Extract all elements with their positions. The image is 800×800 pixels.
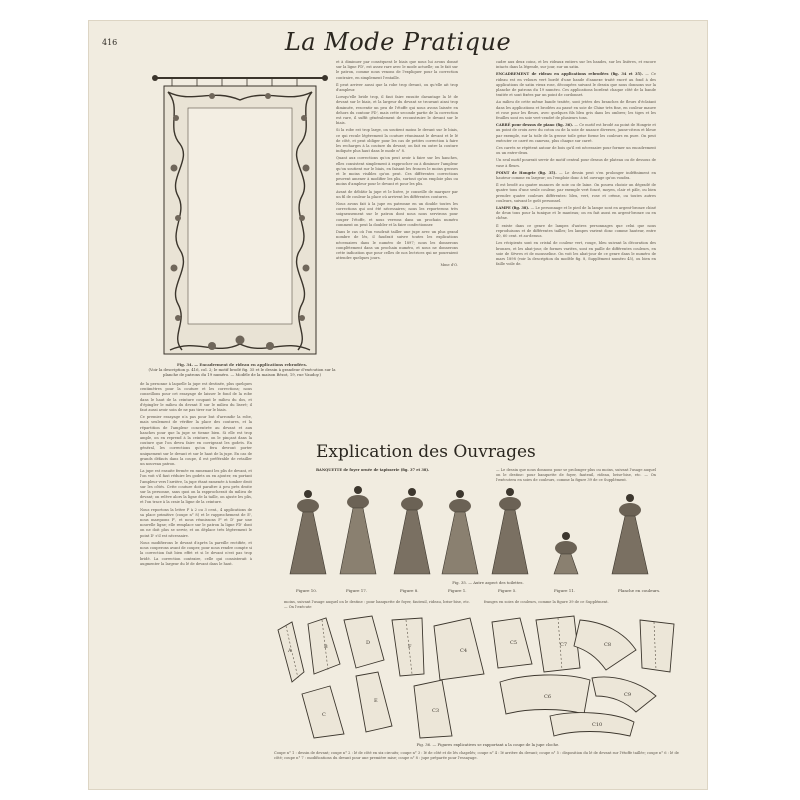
pattern-label: D (366, 640, 371, 646)
fig36-caption: Fig. 36. — Figures explicatives se rapportant a la coupe de la jupe cloche. (416, 742, 560, 747)
paragraph: Au milieu de cette même bande traitée, sont jetées des branches de fleurs d'éclatant dans les applications et brodées au passé en soie de Chine très fine, en couleur mauve et rose pour les fleurs, avec quelques fils bleu gris dans les ombres; les tiges et les feuilles sont en soie vert-cendré de plusieurs tons. (496, 100, 656, 121)
banquette-end: franges en soies de couleurs, comme la figure 39 de ce Supplément. (484, 600, 609, 604)
fashion-figure (394, 488, 430, 574)
fig34-caption-title: Fig. 34. — Encadrement de rideau en applications rebrodées. (176, 362, 308, 367)
fig34-caption (144, 362, 340, 377)
signature: Mme d'O. (440, 263, 458, 268)
paragraph: de la personne à laquelle la jupe est destinée, plus quelques centimètres pour la couture et les corrections; nous conseillons pour cet essayage de laisser le fond de la robe dans le haut de la ceinture coupant le milieu du dos, et d'épingler le milieu du devant E sur le milieu du liseré; il faut aussi avoir soin de ne pas tirer sur le biais. (140, 382, 252, 413)
fig36-pattern-diagrams (274, 616, 680, 740)
paragraph (496, 72, 656, 98)
fashion-figure (442, 490, 478, 574)
paragraph: Il existe dans ce genre de lampes d'autres personnages que celui que nous reproduisons et de différentes tailles; les lampes varient donc comme hauteur, entre 40, 60 cent. et au-dessus. (496, 223, 656, 239)
pattern-label: B (324, 644, 328, 650)
figure-label: Figure 10. (296, 588, 318, 593)
item-label: BANQUETTE de foyer ornée de tapisserie (fig. 37 et 38). (316, 468, 430, 472)
figure-label: Figure 8. (400, 588, 419, 593)
pattern-label: C3 (432, 708, 440, 714)
paragraph: Lorsqu'elle bride trop, il faut faire ensuite davantage la lé de devant sur le biais, et la largeur du devant se trouvant ainsi trop diminuée, rescentir un peu de l'étoffe qui nous avons laissée en dehors du contour FD', mais cette seconde partie de la correction est rare, il suffit généralement de reconstruire le devant sur le biais. (336, 95, 458, 126)
item-label: CARRÉ pour dessus de piano (fig. 36). (496, 123, 574, 128)
pattern-label: C4 (460, 648, 468, 654)
pattern-label: E (374, 698, 378, 704)
pattern-piece (640, 620, 674, 672)
paragraph (496, 171, 656, 181)
paragraph: Dans le cas où l'on voudrait tailler une jupe avec un plus grand nombre de lés, il faudrait suivre toutes les explications nécessaires dans le numéro de 1897; nous les donnerons complètement dans un prochain numéro, et nous ne donnerons cette indication que pour celles de nos lectrices qui ne pourraient attendre quelques jours. (336, 230, 458, 261)
item-text: — Le personnage et le pied de la lampe sont en argent-bronze chiné de deux tons pour la tunique et le manteau; on en fait aussi en argent-bronze ou en chêne. (496, 206, 656, 221)
paragraph (496, 123, 656, 144)
fig36-note: Coupe n° 1 : dessin de devant; coupe n° 2 : lé de côté en six circuits; coupe n° 3 : lé de côté et de lés chapelés; coupe n° 4 : lé arrière du devant; coupe n° 5 : disposition du lé de devant sur l'étoffe taillée; coupe n° 6 : lé de côté; coupe n° 7 : modifications du devant pour une première mise; coupe n° 8 : jupe préparée pour l'essayage. (274, 751, 679, 761)
paragraph: Avant de débâtir la jupe et le lisère, je conseille de marquer par un fil de couleur la place où arrivent les différentes coutures. (336, 189, 458, 199)
pattern-piece (434, 618, 484, 680)
figure-label: Figure 11. (554, 588, 576, 593)
paragraph: Il est brodé au quatre nuances de soie ou de laine. On pourra choisir un dégradé de quatre tons d'une seule couleur, par exemple vert foncé, moyen, clair et pâle, ou bien prendre quatre couleurs différentes: bleu, vert, rose et crème, ou toutes autres couleurs, suivant le goût personnel. (496, 183, 656, 203)
magazine-page (88, 20, 708, 790)
section-heading: Explication des Ouvrages (316, 442, 536, 462)
paragraph: La jupe est ensuite fermée en ramenant les plis de devant, et l'on voit s'il faut réduire les godets ou en ajouter, en portant l'ampleur vers l'arrière, la jupe étant ramenée à tomber droit sur les côtés. Cette couture doit paraître à peu près droite sur la personne, sans quoi on la rapprocherait du milieu de devant; on relève alors la ligne de la taille, on ajuste les plis, et l'on trace à la craie la ligne de la ceinture. (140, 469, 252, 505)
article-column-3 (496, 60, 656, 426)
item-label: ENCADREMENT de rideau en applications rebrodées (fig. 34 et 35). (496, 72, 643, 77)
item-text: — Ce motif est brodé au point de Hongrie et au point de croix avec du coton ou de la soie de nuance diverses, jaune-citron et bleue par exemple, sur la toile de la grosse toile grise forme les couleurs en pure. On peut exécuter ce carré en canevas, plus chaque sur carré. (496, 123, 656, 143)
page-number: 416 (102, 38, 118, 47)
pattern-piece (536, 616, 580, 672)
pattern-label: C5 (510, 640, 518, 646)
paragraph: Il peut arriver aussi que la robe trop devant, ou qu'elle ait trop d'ampleur. (336, 82, 458, 93)
paragraph (496, 206, 656, 222)
pattern-label: C6 (544, 694, 552, 700)
fashion-figure (492, 488, 528, 574)
pattern-label: C10 (592, 722, 603, 728)
fig35-labels (284, 588, 678, 596)
item-text: — Le dessin peut s'en prolonger indéfiniment en hauteur comme en largeur; on l'emploie donc à tel ouvrage qu'on voudra. (496, 170, 656, 181)
paragraph: Ce premier essayage n'a pas pour but d'arrondir la robe, mais seulement de vérifier la place des coutures, et la répartition de l'ampleur concentrée au devant et aux hanches pour que la jupe se tienne bien. Si elle est trop ample, on en reprend à la ceinture, on le pinçant dans la couture que l'on devra faire en corrigeant les godets. En général, les corrections qu'on fera devront porter uniquement sur le devant et sur le haut de la jupe. En cas de grands défauts dans la coupe, il est préférable de retailler un nouveau patron. (140, 415, 252, 467)
paragraph: Nous modifierons le devant d'après la pareille rectifiée, et nous couperons avant de couper, pour nous rendre compte si la correction fait bien effet et si le devant n'est pas trop bridé. La correction contraire, celle qui consisterait à augmenter la largeur du lé de devant dans le haut. (140, 540, 252, 566)
banquette-text: — Le dessin que nous donnons pour se prolonger plus ou moins, suivant l'usage auquel on le destine: pour banquette de foyer, fauteuil, rideau, brise-bise, etc. — On l'exécutera en soies de couleurs, comme la figure 39 de ce Supplément. (496, 468, 656, 482)
pattern-label: C8 (604, 642, 612, 648)
fig35-fashion-figures (284, 482, 678, 578)
pattern-label: C7 (560, 642, 568, 648)
fig34-caption-note: (Voir la description p. 416, col. 2; le motif brodé fig. 35 et le dessin à grandeur d'exécution sur la planche de patrons du 19 numéro. — Modèle de la maison Bézot, 19, rue Vaudoy.) (148, 367, 336, 377)
banquette-intro (316, 468, 486, 482)
paragraph: et à diminuer par conséquent le biais que nous lui avons donné sur la ligne FD', est assez rare avec le mode actuelle; on le fait sur le patron, comme nous venons de l'expliquer pour la correction contraire, en simplement l'entaille. (336, 60, 458, 80)
article-column-2 (140, 382, 252, 782)
pattern-label: C (322, 712, 326, 718)
paragraph: Un seul motif pourrait servir de motif central pour dessus de plateau ou de dessous de vase à fleurs. (496, 158, 656, 168)
figure-label: Figure 17. (346, 588, 368, 593)
fashion-figure (554, 532, 578, 574)
pattern-label: F (408, 644, 412, 650)
item-label: POINT de Hongrie (fig. 35). (496, 170, 557, 175)
pattern-label: C9 (624, 692, 632, 698)
paragraph: Quant aux corrections qu'on peut avoir à faire sur les hanches, elles consistent simplement à rapprocher ou à diminuer l'ampleur qu'on soutient sur le biais, en faisant les fronces le moins grosses et le moins visibles qu'on peut. Ces différentes corrections peuvent amener à modifier les plis, surtout qu'on emploie plus ou moins d'ampleur pour le devant et pour les plis. (336, 156, 458, 187)
paragraph: cadre aux deux coins, et les rideaux entiers sur les bandes, sur les lisières, et encore intacts dans la légende, sur jour, sur un satin. (496, 60, 656, 70)
paragraph: Nous reportons la lettre F à 2 ou 3 cent., 4 applications de sa place primitive (coupe n° 8) et le rapprochement de E', nous marquons F', et nous réunissons F' et D' par une nouvelle ligne; elle remplace sur le patron la ligne FD' dont on ne doit plus se servir, et on déplace très légèrement le point D' s'il est nécessaire. (140, 507, 252, 538)
figure-label: Figure 1. (448, 588, 467, 593)
figure-label: Figure 5. (498, 588, 517, 593)
figure-label: Planche en couleurs. (618, 588, 661, 593)
fashion-figure (290, 490, 326, 574)
page-title: La Mode Pratique (284, 28, 512, 56)
paragraph: Les récipients sont en cristal de couleur vert, rouge, bleu suivant la décoration des bronzes, et les abat-jour, de formes variées, sont en paille de différentes couleurs, en soie de Sèvres et de mousseline. On voit les abat-jour de ce genre dans le numéro de mars 1898 (voir la description du modèle fig. 8, Supplément numéro 45), ou bien en faille voile de. (496, 241, 656, 267)
pattern-piece (344, 616, 384, 668)
banquette-continuation: moins, suivant l'usage auquel on le destine : pour banquette de foyer, fauteuil, rideau, brise-bise, etc. — On l'exécute (284, 600, 470, 610)
article-column-1 (336, 60, 458, 426)
fashion-figure (340, 486, 376, 574)
fig35-caption: Fig. 35. — Autre aspect des toilettes. (452, 580, 524, 585)
item-text: — Ce rideau est en velours vert bordé d'une bande d'annexe traité encré au fond à des applications de satin vieux rose, découpées suivant le dessin que nous donnons sur la planche de patrons du 19 numéro. Ces applications bordent chaque côté de la bande traitée et sont fixées par un point de cordonnet. (496, 72, 656, 98)
paragraph: Nous avons fait à la jupe en patronne en un double toutes les corrections qui ont été nécessaires; nous les reporterons très soigneusement sur le patron dont nous nous servirons pour couper l'étoffe, et nous verrons dans un prochain numéro comment on peut la doubler et la faire confectionner. (336, 202, 458, 227)
paragraph: Si la robe est trop large, on soutient moins le devant sur le biais, ce qui recule légèrement la couture réunissant le devant et le lé de côté, et peut obliger pour les cas de petites correction à faire les recharges à la couture du devant; on fait en outre la couture indiquée plus haut dans le mode n° 8. (336, 128, 458, 154)
pattern-label: A (288, 648, 292, 654)
paragraph: Ces carrés se répètent autour de bois qu'il est nécessaire pour former un encadrement ou un entre-deux. (496, 146, 656, 156)
fig34-curtain-illustration (152, 68, 328, 358)
item-label: LAMPE (fig. 38). (496, 206, 530, 211)
fashion-figure (612, 494, 648, 574)
